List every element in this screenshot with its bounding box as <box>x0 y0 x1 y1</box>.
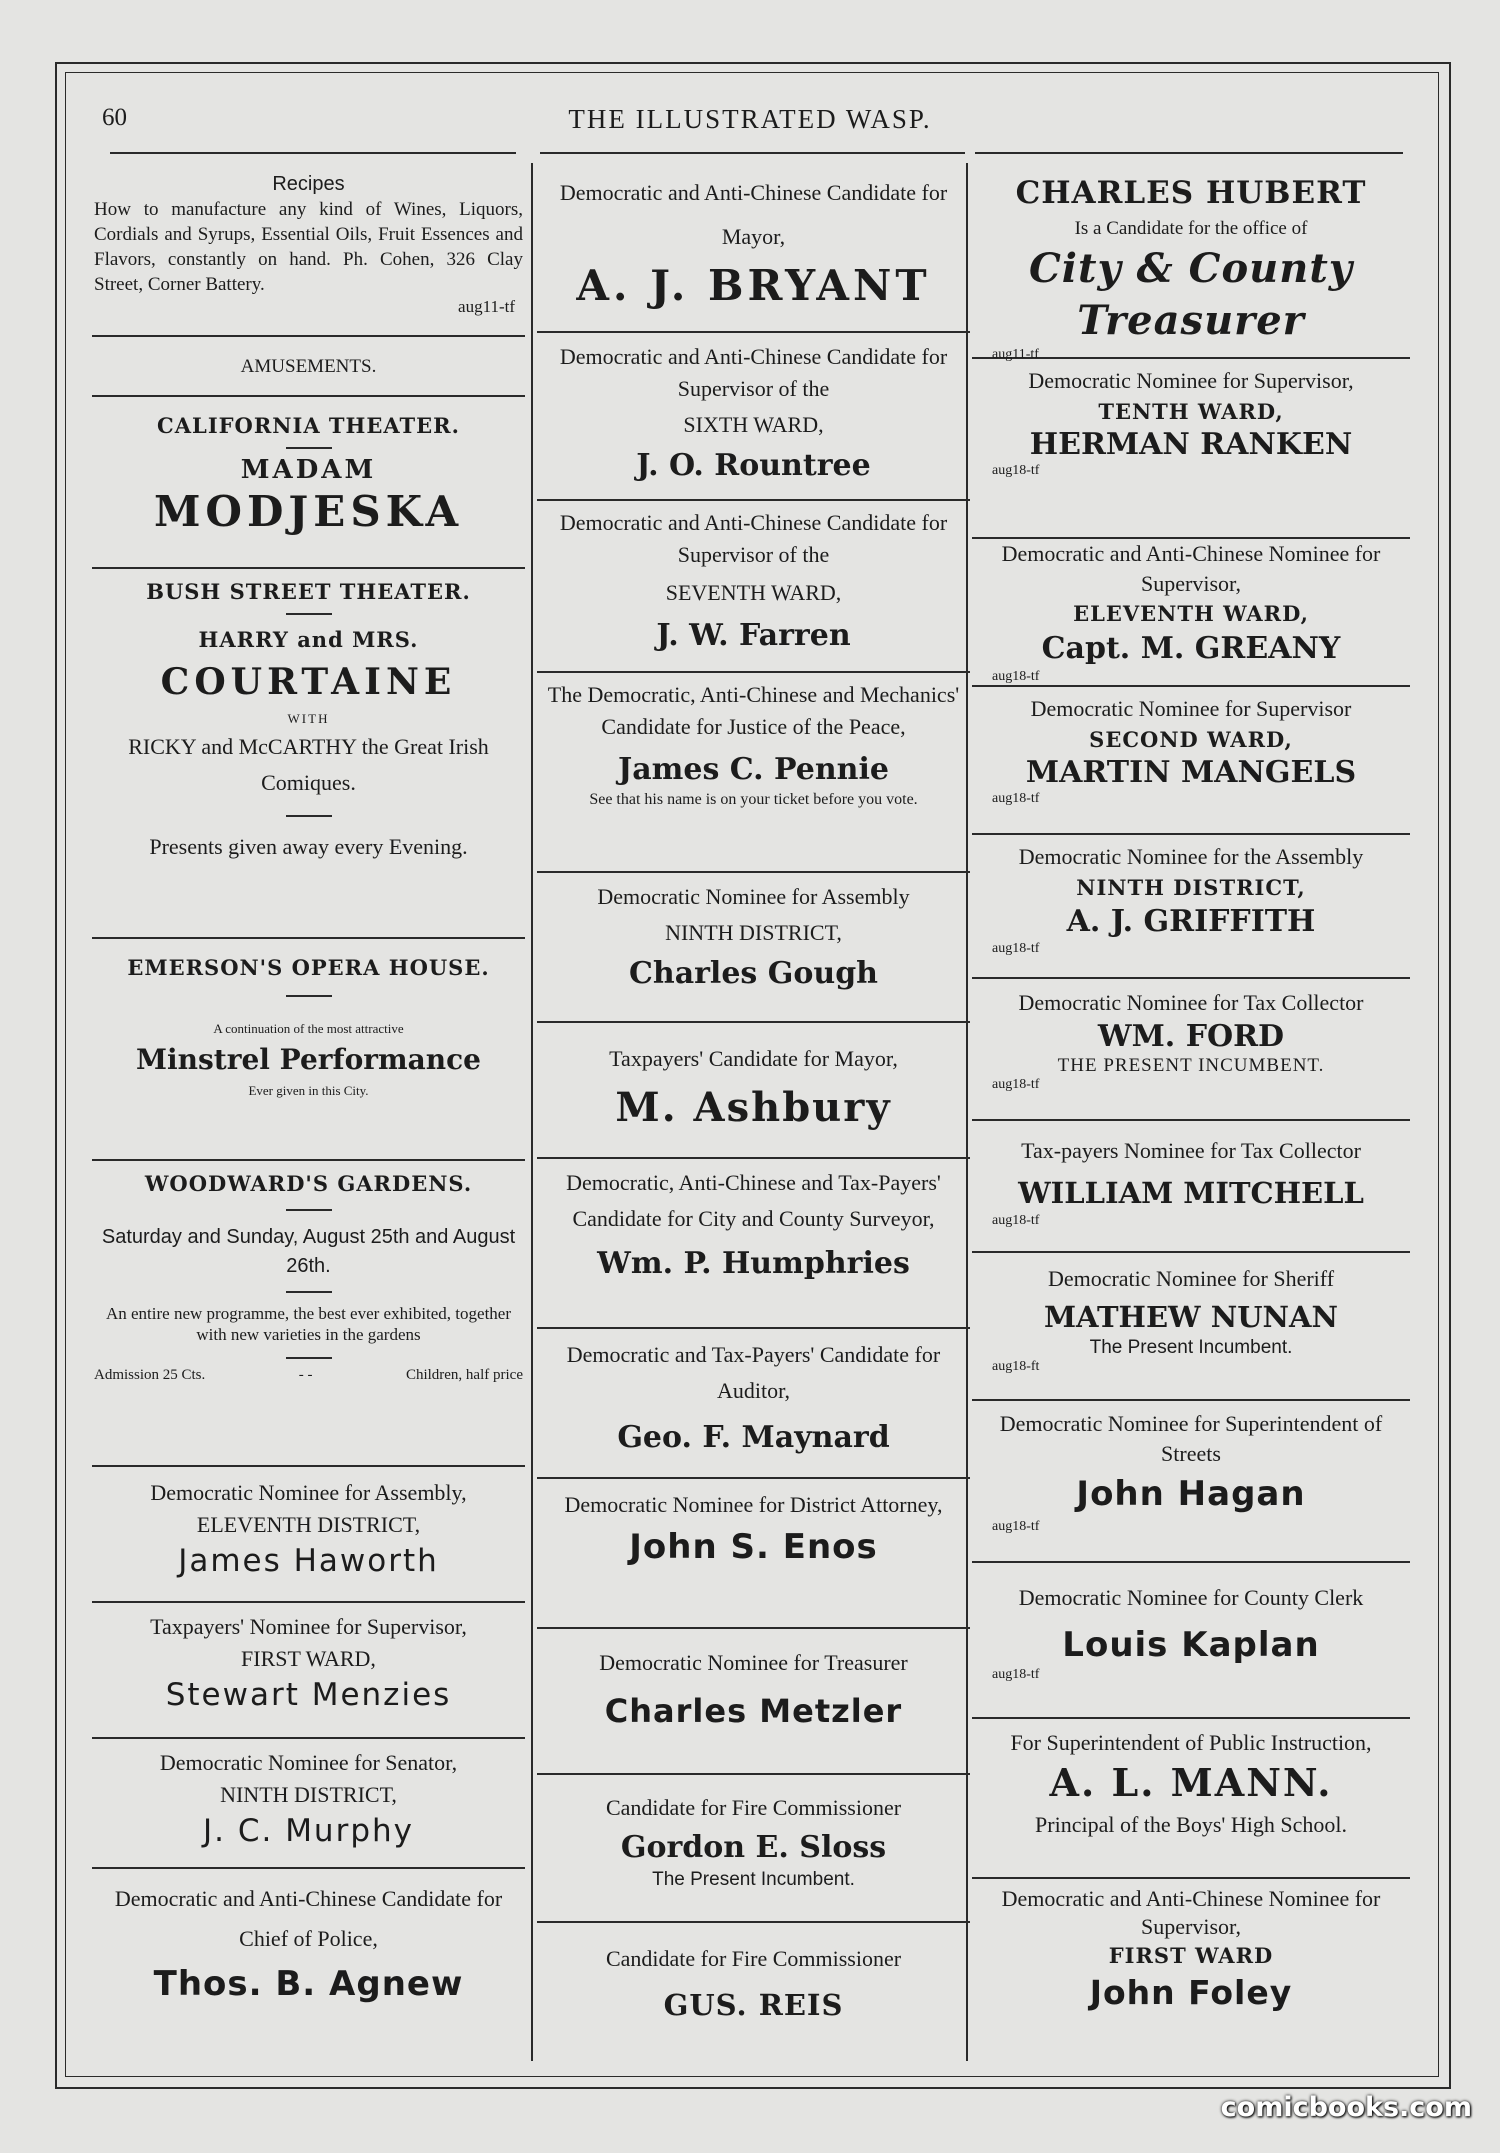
hagan-name: John Hagan <box>1076 1474 1306 1514</box>
ford-office: Democratic Nominee for Tax Collector <box>1018 990 1364 1015</box>
ad-rountree <box>537 333 970 501</box>
hubert-name: CHARLES HUBERT <box>1015 175 1367 211</box>
bush-presents: Presents given away every Evening. <box>149 834 468 859</box>
mangels-name: MARTIN MANGELS <box>1025 755 1357 790</box>
ad-mangels <box>972 687 1410 835</box>
short-rule <box>286 613 332 615</box>
foley-name: John Foley <box>1089 1973 1293 2012</box>
pennie-office: The Democratic, Anti-Chinese and Mechanics' Candidate for Justice of the Peace, <box>547 682 960 739</box>
nunan-note: The Present Incumbent. <box>1089 1337 1293 1358</box>
bush-with: WITH <box>287 711 330 726</box>
kaplan-name: Louis Kaplan <box>1062 1625 1320 1665</box>
hubert-office: City & County Treasurer <box>1028 245 1354 344</box>
humphries-office: Democratic, Anti-Chinese and Tax-Payers' Candidate for City and County Surveyor, <box>566 1170 941 1231</box>
hubert-ref: aug11-tf <box>992 347 1039 362</box>
mangels-ref: aug18-tf <box>992 791 1040 806</box>
hubert-intro: Is a Candidate for the office of <box>1074 218 1308 239</box>
ad-griffith <box>972 835 1410 979</box>
menzies-ward: FIRST WARD, <box>241 1646 376 1671</box>
nunan-office: Democratic Nominee for Sheriff <box>1047 1266 1335 1291</box>
bryant-name: A. J. BRYANT <box>576 261 931 310</box>
emerson-title: EMERSON'S OPERA HOUSE. <box>127 955 490 980</box>
murphy-office: Democratic Nominee for Senator, <box>159 1750 458 1775</box>
ad-enos <box>537 1479 970 1629</box>
short-rule <box>286 815 332 817</box>
greany-ward: ELEVENTH WARD, <box>1073 601 1309 626</box>
greany-office: Democratic and Anti-Chinese Nominee for Supervisor, <box>1001 541 1381 596</box>
haworth-name: James Haworth <box>178 1543 439 1579</box>
bryant-office: Democratic and Anti-Chinese Candidate for Mayor, <box>559 180 948 249</box>
recipes-ref: aug11-tf <box>458 297 515 316</box>
mann-office: For Superintendent of Public Instruction, <box>1010 1730 1372 1755</box>
kaplan-ref: aug18-tf <box>992 1667 1040 1682</box>
amusements-heading: AMUSEMENTS. <box>240 356 377 377</box>
california-line1: MADAM <box>240 455 377 485</box>
gough-office: Democratic Nominee for Assembly <box>597 884 910 909</box>
mitchell-office: Tax-payers Nominee for Tax Collector <box>1021 1138 1361 1163</box>
pennie-note: See that his name is on your ticket before you vote. <box>589 791 918 808</box>
menzies-name: Stewart Menzies <box>165 1677 452 1713</box>
ad-maynard <box>537 1329 970 1479</box>
hagan-ref: aug18-tf <box>992 1519 1040 1534</box>
ad-recipes <box>92 163 525 337</box>
rountree-ward: SIXTH WARD, <box>683 412 824 437</box>
ad-hubert <box>972 163 1410 362</box>
farren-name: J. W. Farren <box>656 618 851 653</box>
farren-ward: SEVENTH WARD, <box>665 580 842 605</box>
ad-ford <box>972 979 1410 1121</box>
haworth-office: Democratic Nominee for Assembly, <box>150 1480 467 1505</box>
amusements-heading-box <box>92 337 525 397</box>
emerson-sub: Ever given in this City. <box>248 1083 369 1098</box>
ashbury-office: Taxpayers' Candidate for Mayor, <box>609 1046 898 1071</box>
gough-name: Charles Gough <box>629 956 878 991</box>
sloss-name: Gordon E. Sloss <box>620 1830 887 1865</box>
ad-foley <box>972 1879 1410 2021</box>
ranken-office: Democratic Nominee for Supervisor, <box>1028 368 1354 393</box>
page-number: 60 <box>102 104 127 131</box>
reis-office: Candidate for Fire Commissioner <box>605 1946 902 1971</box>
column-left <box>92 163 525 2058</box>
woodward-children: Children, half price <box>405 1367 523 1383</box>
griffith-district: NINTH DISTRICT, <box>1076 875 1306 900</box>
maynard-office: Democratic and Tax-Payers' Candidate for Auditor, <box>566 1342 941 1403</box>
menzies-office: Taxpayers' Nominee for Supervisor, <box>150 1614 467 1639</box>
reis-name: GUS. REIS <box>663 1988 844 2022</box>
bush-line2: COURTAINE <box>160 661 457 703</box>
ad-reis <box>537 1923 970 2035</box>
ad-haworth <box>92 1467 525 1603</box>
column-rule-1 <box>531 163 533 2061</box>
short-rule <box>286 995 332 997</box>
mann-note: Principal of the Boys' High School. <box>1035 1812 1347 1837</box>
ad-humphries <box>537 1159 970 1329</box>
griffith-ref: aug18-tf <box>992 941 1040 956</box>
mangels-ward: SECOND WARD, <box>1089 727 1293 752</box>
emerson-main: Minstrel Performance <box>136 1043 481 1076</box>
kaplan-office: Democratic Nominee for County Clerk <box>1018 1585 1364 1610</box>
murphy-name: J. C. Murphy <box>202 1813 414 1849</box>
ad-pennie <box>537 673 970 873</box>
foley-office: Democratic and Anti-Chinese Nominee for Supervisor, <box>1001 1886 1381 1939</box>
ad-nunan <box>972 1253 1410 1401</box>
recipes-title: Recipes <box>272 173 345 195</box>
woodward-title: WOODWARD'S GARDENS. <box>144 1171 473 1196</box>
ad-murphy <box>92 1739 525 1869</box>
nunan-name: MATHEW NUNAN <box>1043 1300 1339 1334</box>
mangels-office: Democratic Nominee for Supervisor <box>1030 696 1352 721</box>
ad-emerson-opera-house <box>92 939 525 1161</box>
ad-menzies <box>92 1603 525 1739</box>
ford-note: THE PRESENT INCUMBENT. <box>1057 1055 1325 1076</box>
ranken-ward: TENTH WARD, <box>1098 399 1284 424</box>
ad-bush-street-theater <box>92 569 525 939</box>
column-middle <box>537 163 970 2058</box>
recipes-body: How to manufacture any kind of Wines, Liquors, Cordials and Syrups, Essential Oils, Fruit Essences and Flavors, constantly on hand. Ph. Cohen, 326 Clay Street, Corner Battery. <box>94 199 523 295</box>
nunan-ref: aug18-ft <box>992 1359 1040 1374</box>
ad-mitchell <box>972 1121 1410 1253</box>
griffith-office: Democratic Nominee for the Assembly <box>1018 844 1364 869</box>
ad-farren <box>537 501 970 673</box>
ad-ashbury <box>537 1023 970 1159</box>
ford-ref: aug18-tf <box>992 1077 1040 1092</box>
griffith-name: A. J. GRIFFITH <box>1066 904 1316 939</box>
maynard-name: Geo. F. Maynard <box>617 1420 890 1455</box>
header-rule-left <box>110 152 516 154</box>
sloss-office: Candidate for Fire Commissioner <box>605 1795 902 1820</box>
ad-mann <box>972 1719 1410 1879</box>
rountree-office: Democratic and Anti-Chinese Candidate for Supervisor of the <box>559 344 948 401</box>
agnew-name: Thos. B. Agnew <box>153 1964 464 2004</box>
california-line2: MODJESKA <box>153 487 464 536</box>
ashbury-name: M. Ashbury <box>615 1084 892 1131</box>
enos-office: Democratic Nominee for District Attorney, <box>564 1492 943 1517</box>
sloss-note: The Present Incumbent. <box>652 1869 855 1890</box>
header-rule-right <box>975 152 1403 154</box>
bush-line1: HARRY and MRS. <box>198 627 419 652</box>
mitchell-name: WILLIAM MITCHELL <box>1018 1176 1364 1210</box>
short-rule <box>286 1291 332 1293</box>
woodward-admission: Admission 25 Cts. <box>94 1367 206 1383</box>
ford-name: WM. FORD <box>1097 1019 1285 1054</box>
ad-sloss <box>537 1775 970 1923</box>
short-rule <box>286 1209 332 1211</box>
bush-body: RICKY and McCARTHY the Great Irish Comiques. <box>128 734 489 795</box>
running-title: THE ILLUSTRATED WASP. <box>568 104 932 134</box>
hagan-office: Democratic Nominee for Superintendent of Streets <box>999 1411 1383 1466</box>
greany-name: Capt. M. GREANY <box>1041 631 1341 666</box>
woodward-admission-row <box>94 1367 523 1384</box>
mann-name: A. L. MANN. <box>1049 1760 1333 1805</box>
pennie-name: James C. Pennie <box>618 752 889 787</box>
woodward-dates: Saturday and Sunday, August 25th and August 26th. <box>101 1226 516 1277</box>
mitchell-ref: aug18-tf <box>992 1213 1040 1228</box>
greany-ref: aug18-tf <box>992 669 1040 684</box>
woodward-dashes: - - <box>298 1367 313 1383</box>
rountree-name: J. O. Rountree <box>636 448 871 483</box>
humphries-name: Wm. P. Humphries <box>597 1246 910 1281</box>
enos-name: John S. Enos <box>629 1527 878 1567</box>
ad-ranken <box>972 359 1410 539</box>
metzler-name: Charles Metzler <box>604 1692 903 1730</box>
california-theater-title: CALIFORNIA THEATER. <box>157 413 460 438</box>
haworth-district: ELEVENTH DISTRICT, <box>196 1512 421 1537</box>
foley-ward: FIRST WARD <box>1108 1943 1274 1968</box>
ad-kaplan <box>972 1563 1410 1719</box>
ad-bryant <box>537 163 970 333</box>
woodward-body: An entire new programme, the best ever exhibited, together with new varieties in the gardens <box>105 1304 512 1344</box>
short-rule <box>286 1357 332 1359</box>
agnew-office: Democratic and Anti-Chinese Candidate for Chief of Police, <box>114 1886 503 1951</box>
metzler-office: Democratic Nominee for Treasurer <box>599 1650 908 1675</box>
gough-district: NINTH DISTRICT, <box>665 920 842 945</box>
ranken-ref: aug18-tf <box>992 463 1040 478</box>
bush-theater-title: BUSH STREET THEATER. <box>146 579 471 604</box>
emerson-intro: A continuation of the most attractive <box>213 1021 404 1036</box>
farren-office: Democratic and Anti-Chinese Candidate for Supervisor of the <box>559 510 948 567</box>
ranken-name: HERMAN RANKEN <box>1029 427 1353 462</box>
ad-california-theater <box>92 397 525 569</box>
ad-hagan <box>972 1401 1410 1563</box>
murphy-district: NINTH DISTRICT, <box>220 1782 397 1807</box>
ad-agnew <box>92 1869 525 2015</box>
header-rule-middle <box>540 152 965 154</box>
short-rule <box>286 447 332 449</box>
ad-greany <box>972 539 1410 687</box>
ad-gough <box>537 873 970 1023</box>
watermark-credit: comicbooks.com <box>1220 2092 1472 2123</box>
column-right <box>972 163 1410 2058</box>
ad-woodwards-gardens <box>92 1161 525 1467</box>
ad-metzler <box>537 1629 970 1775</box>
